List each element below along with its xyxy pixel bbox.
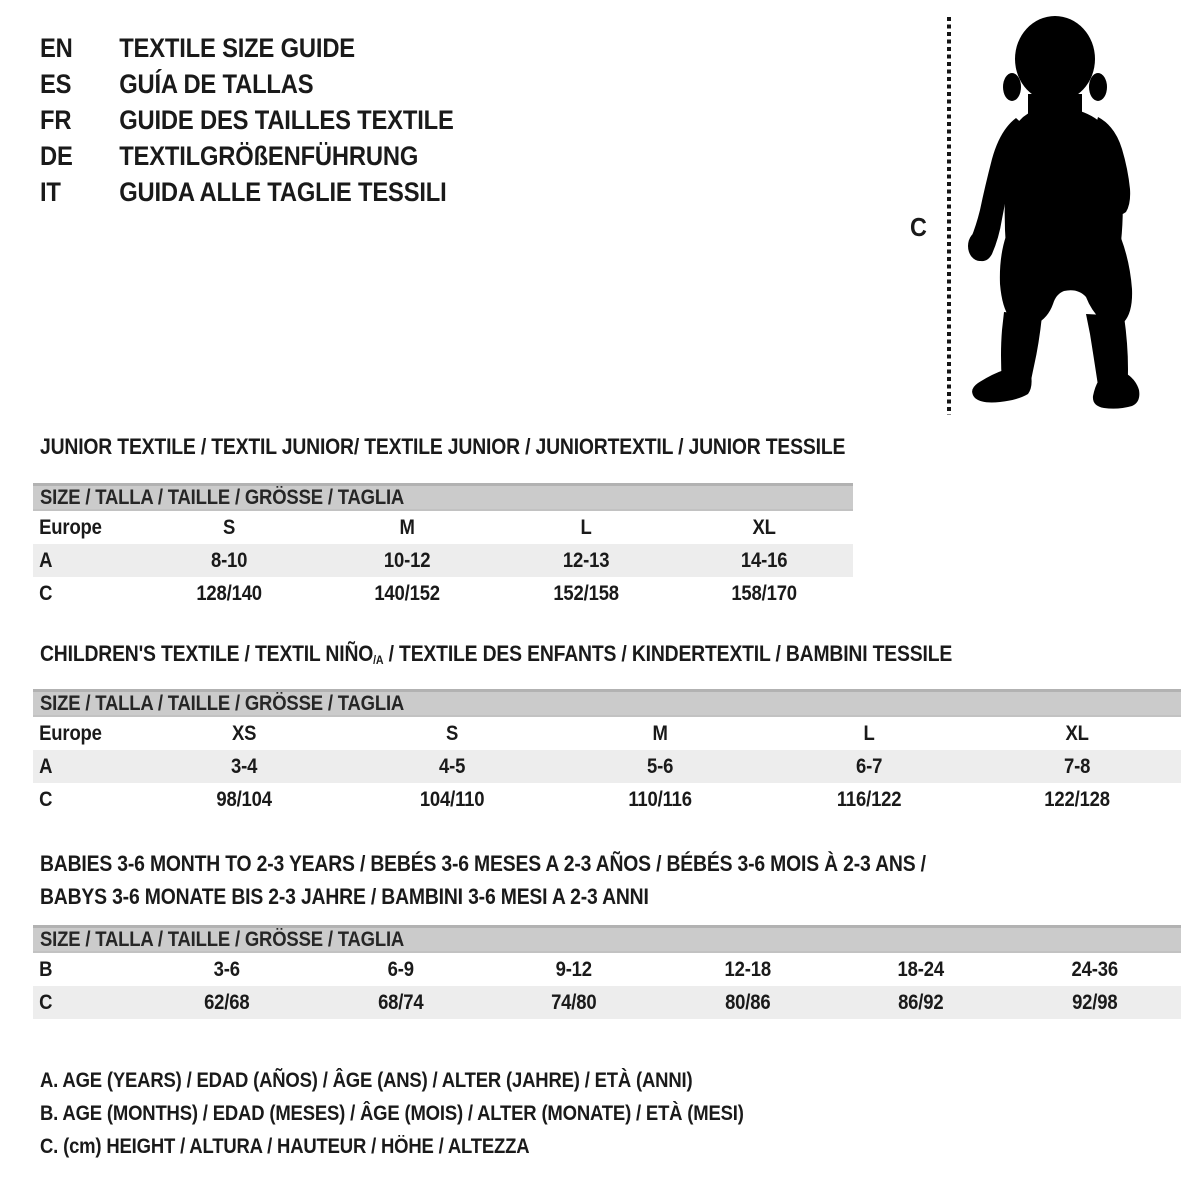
size-table-children: [33, 689, 1181, 816]
table-row-europe: [33, 511, 853, 544]
size-value: M: [399, 515, 415, 539]
age-value: 10-12: [384, 548, 431, 572]
row-label: C: [39, 990, 53, 1014]
height-value: 104/110: [420, 787, 485, 811]
guide-title: TEXTILGRÖßENFÜHRUNG: [119, 140, 419, 171]
language-row: [40, 174, 454, 210]
language-code: FR: [40, 104, 72, 135]
height-value: 86/92: [898, 990, 944, 1014]
table-row-height: [33, 986, 1181, 1019]
months-value: 9-12: [555, 957, 592, 981]
row-label: B: [39, 957, 53, 981]
months-value: 3-6: [213, 957, 240, 981]
guide-title: GUIDE DES TAILLES TEXTILE: [119, 104, 454, 135]
size-header-text: SIZE / TALLA / TAILLE / GRÖSSE / TAGLIA: [40, 691, 405, 715]
language-row: [40, 138, 454, 174]
months-value: 6-9: [387, 957, 414, 981]
age-value: 5-6: [647, 754, 674, 778]
table-row-europe: [33, 717, 1181, 750]
toddler-silhouette-icon: [958, 14, 1140, 414]
size-header-bar: [33, 689, 1181, 717]
guide-title: TEXTILE SIZE GUIDE: [119, 32, 355, 63]
age-value: 14-16: [740, 548, 788, 572]
size-header-text: SIZE / TALLA / TAILLE / GRÖSSE / TAGLIA: [40, 927, 405, 951]
language-row: [40, 66, 454, 102]
age-value: 7-8: [1063, 754, 1090, 778]
size-value: XL: [1065, 721, 1089, 745]
language-row: [40, 30, 454, 66]
heading-text: / TEXTILE DES ENFANTS / KINDERTEXTIL / BAMBINI TESSILE: [383, 641, 953, 666]
table-row-age: [33, 544, 853, 577]
size-value: XS: [231, 721, 257, 745]
height-value: 140/152: [374, 581, 441, 605]
dashed-measure-line-icon: [947, 17, 951, 415]
months-value: 12-18: [724, 957, 771, 981]
language-code: EN: [40, 32, 73, 63]
language-code: IT: [40, 176, 61, 207]
row-label: A: [39, 548, 53, 572]
size-value: XL: [752, 515, 776, 539]
section-heading-children: [40, 641, 952, 667]
height-value: 68/74: [377, 990, 423, 1014]
language-row: [40, 102, 454, 138]
legend-line-c: C. (cm) HEIGHT / ALTURA / HAUTEUR / HÖHE / ALTEZZA: [40, 1134, 530, 1158]
height-value: 122/128: [1044, 787, 1110, 811]
size-value: M: [652, 721, 669, 745]
section-heading-babies-line2: BABYS 3-6 MONATE BIS 2-3 JAHRE / BAMBINI 3-6 MESI A 2-3 ANNI: [40, 884, 649, 909]
age-value: 12-13: [562, 548, 609, 572]
size-header-bar: [33, 483, 853, 511]
size-value: S: [446, 721, 459, 745]
height-value: 110/116: [628, 787, 693, 811]
height-value: 62/68: [204, 990, 250, 1014]
table-row-height: [33, 577, 853, 610]
size-table-babies: [33, 925, 1181, 1019]
height-measure-label: C: [910, 212, 927, 242]
height-value: 74/80: [551, 990, 597, 1014]
section-heading-junior: JUNIOR TEXTILE / TEXTIL JUNIOR/ TEXTILE JUNIOR / JUNIORTEXTIL / JUNIOR TESSILE: [40, 434, 846, 459]
row-label: Europe: [39, 515, 102, 539]
guide-title: GUIDA ALLE TAGLIE TESSILI: [119, 176, 447, 207]
age-value: 6-7: [855, 754, 882, 778]
height-value: 152/158: [552, 581, 619, 605]
legend-line-a: A. AGE (YEARS) / EDAD (AÑOS) / ÂGE (ANS) / ALTER (JAHRE) / ETÀ (ANNI): [40, 1068, 693, 1092]
heading-subscript: /A: [373, 653, 384, 668]
size-value: S: [223, 515, 236, 539]
height-value: 98/104: [216, 787, 272, 811]
height-value: 128/140: [196, 581, 262, 605]
size-header-text: SIZE / TALLA / TAILLE / GRÖSSE / TAGLIA: [40, 485, 405, 509]
height-value: 92/98: [1071, 990, 1117, 1014]
size-table-junior: [33, 483, 853, 610]
size-header-bar: [33, 925, 1181, 953]
height-value: 80/86: [724, 990, 770, 1014]
age-value: 8-10: [210, 548, 248, 572]
months-value: 24-36: [1071, 957, 1118, 981]
row-label: C: [39, 581, 53, 605]
measure-legend: [40, 1064, 840, 1163]
table-row-months: [33, 953, 1181, 986]
legend-line-b: B. AGE (MONTHS) / EDAD (MESES) / ÂGE (MOIS) / ALTER (MONATE) / ETÀ (MESI): [40, 1101, 744, 1125]
language-code: DE: [40, 140, 73, 171]
size-value: L: [863, 721, 875, 745]
age-value: 4-5: [439, 754, 466, 778]
row-label: A: [39, 754, 53, 778]
size-value: L: [580, 515, 592, 539]
heading-text: CHILDREN'S TEXTILE / TEXTIL NIÑO: [40, 641, 374, 666]
age-value: 3-4: [230, 754, 258, 778]
guide-title: GUÍA DE TALLAS: [119, 68, 314, 99]
section-heading-babies-line1: BABIES 3-6 MONTH TO 2-3 YEARS / BEBÉS 3-6 MESES A 2-3 AÑOS / BÉBÉS 3-6 MOIS À 2-3 ANS /: [40, 851, 926, 876]
row-label: C: [39, 787, 53, 811]
height-value: 116/122: [836, 787, 901, 811]
language-code: ES: [40, 68, 72, 99]
table-row-height: [33, 783, 1181, 816]
row-label: Europe: [39, 721, 102, 745]
months-value: 18-24: [897, 957, 944, 981]
height-value: 158/170: [731, 581, 797, 605]
language-title-list: [40, 30, 510, 210]
table-row-age: [33, 750, 1181, 783]
